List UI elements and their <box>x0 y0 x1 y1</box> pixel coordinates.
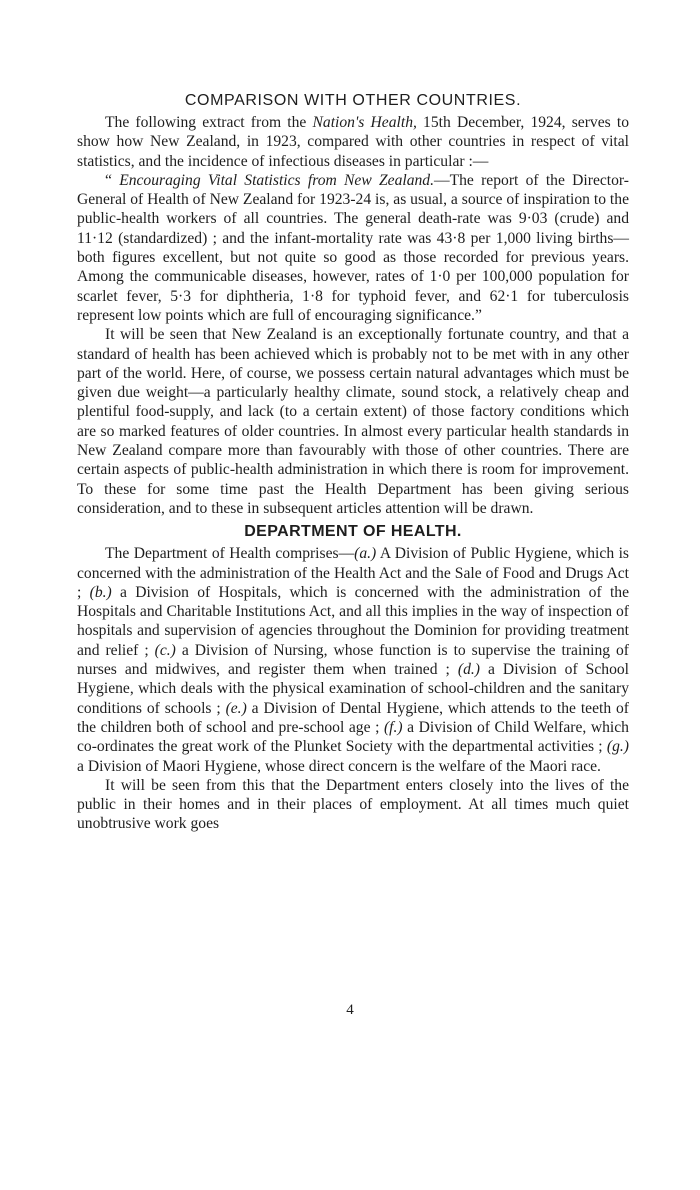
text-run: “ <box>105 171 120 189</box>
section-heading-department: DEPARTMENT OF HEALTH. <box>244 523 462 541</box>
text-run: The following extract from the <box>105 114 313 131</box>
text-run: 15th December, 1924, serves to show how New Zealand, in 1923, compared with other countries in respect of vital statistics, and the incidence of infectious diseases in particular :— <box>77 114 629 170</box>
quotation-title: Encouraging Vital Statistics from New Zealand. <box>119 171 435 189</box>
text-run: a Division of Nursing, whose function is to supervise the training of nurses and midwives, and register them when trained ; <box>77 641 629 679</box>
list-marker: (b.) <box>89 583 112 601</box>
text-run: a Division of School Hygiene, which deals with the physical examination of school-children and the sanitary conditions of schools ; <box>77 661 629 717</box>
paragraph-fortunate-country: It will be seen that New Zealand is an exceptionally fortunate country, and that a standard of health has been achieved which is probably not to be met with in any other part of the world. Here, of course, we possess certain natural advantages which must be given due weight—a particularly healthy climate, sound stock, a relatively cheap and plentiful food-supply, and lack (to a certain extent) of those factory conditions which are so marked features of older countries. In almost every particular health standards in New Zealand compare more than favourably with those of other countries. There are certain aspects of public-health administration in which there is room for improvement. To these for some time past the Health Department has been giving serious consideration, and to these in subsequent articles attention will be drawn. <box>77 326 629 517</box>
text-run: a Division of Dental Hygiene, which attends to the teeth of the children both of school and pre-school age ; <box>77 699 630 736</box>
text-run: —The report of the Director-General of Health of New Zealand for 1923-24 is, as usual, a source of inspiration to the public-health workers of all countries. The general death-rate was 9·03 (crude) and 11·12 (standardized) ; and the infant-mortality rate was 43·8 per 1,000 living births—both figures excellent, but not quite so good as those recorded for previous years. Among the communicable diseases, however, rates of 1·0 per 100,000 population for scarlet fever, 5·3 for diphtheria, 1·8 for typhoid fever, and 62·1 for tuberculosis represent low points which are full of encouraging significance.” <box>77 171 629 324</box>
document-page <box>77 88 629 834</box>
text-run: The Department of Health comprises— <box>105 545 355 563</box>
text-run: a Division of Child Welfare, which co-ordinates the great work of the Plunket Society with the departmental activities ; <box>77 718 629 756</box>
list-marker: (f.) <box>383 718 403 736</box>
list-marker: (c.) <box>154 641 176 659</box>
list-marker: (g.) <box>606 738 629 756</box>
paragraph-extract-intro <box>77 113 629 171</box>
list-marker: (d.) <box>457 661 480 679</box>
list-marker: (a.) <box>354 545 377 563</box>
text-run: a Division of Maori Hygiene, whose direct concern is the welfare of the Maori race. <box>77 757 601 775</box>
text-run: a Division of Hospitals, which is concerned with the administration of the Hospitals and Charitable Institutions Act, and all this implies in the way of inspection of hospitals and supervision of agencies throughout the Dominion for providing treatment and relief ; <box>77 583 629 659</box>
list-marker: (e.) <box>225 699 247 717</box>
page-number: 4 <box>346 1002 354 1018</box>
paragraph-department-scope: It will be seen from this that the Department enters closely into the lives of the public in their homes and in their places of employment. At all times much quiet unobtrusive work goes <box>77 776 629 833</box>
paragraph-department-divisions <box>77 544 629 776</box>
publication-title: Nation's Health, <box>312 114 417 131</box>
paragraph-quotation <box>77 171 629 325</box>
text-run: A Division of Public Hygiene, which is concerned with the administration of the Health Act and the Sale of Food and Drugs Act ; <box>77 545 629 601</box>
section-heading-comparison: COMPARISON WITH OTHER COUNTRIES. <box>184 92 522 109</box>
